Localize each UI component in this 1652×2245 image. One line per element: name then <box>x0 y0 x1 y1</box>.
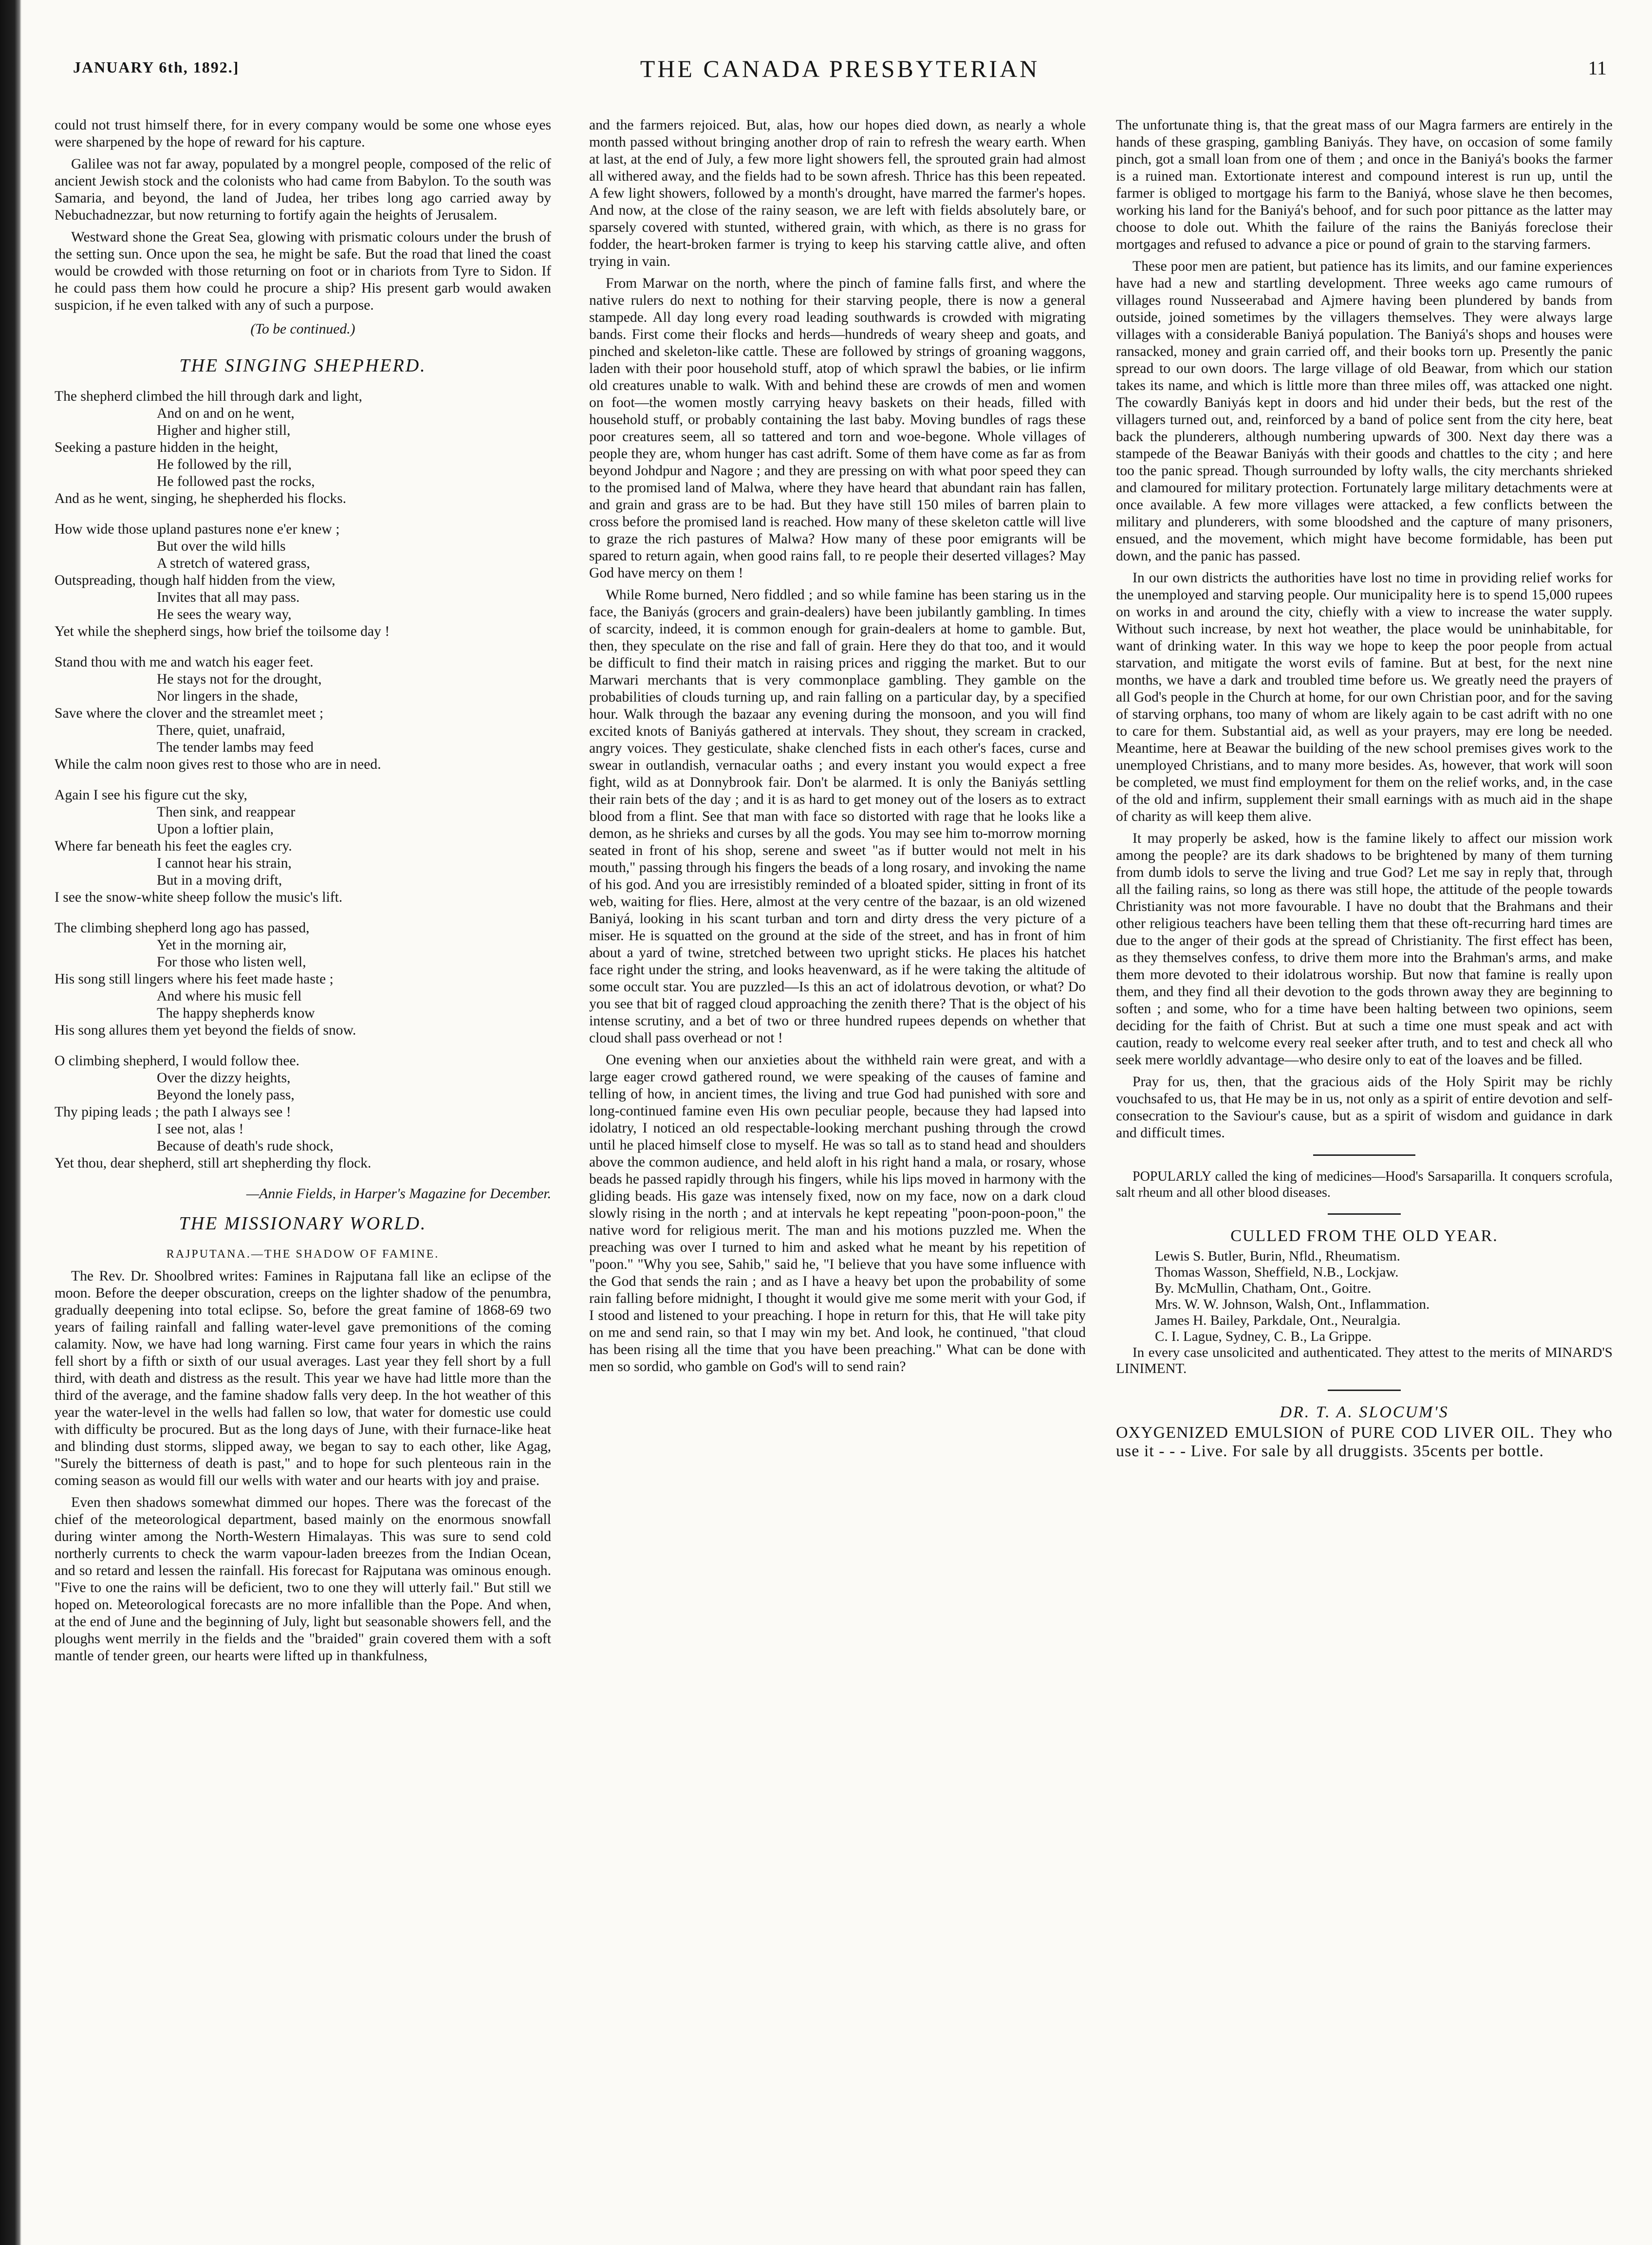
poem-line: There, quiet, unafraid, <box>157 723 285 738</box>
poem-line: His song allures them yet beyond the fields of snow. <box>55 1022 356 1038</box>
column-3 <box>1116 117 1613 1461</box>
poem-stanza <box>55 1053 551 1172</box>
poem-stanza <box>55 654 551 773</box>
story-paragraph: Galilee was not far away, populated by a mongrel people, composed of the relic of ancient Jewish stock and the colonists who had came from Babylon. To the south was Samaria, and beyond, the land of Judea, her tribes long ago carried away by Nebuchadnezzar, but now returning to fortify again the heights of Jerusalem. <box>55 156 551 223</box>
issue-date: JANUARY 6th, 1892.] <box>73 58 240 76</box>
story-paragraph: Westward shone the Great Sea, glowing with prismatic colours under the brush of the setting sun. Once upon the sea, he might be safe. But the road that lined the coast would be crowded with those returning on foot or in chariots from Tyre to Sidon. If he could pass them how could he procure a ship? His present garb would awaken suspicion, if he even talked with any of such a purpose. <box>55 229 551 313</box>
poem-line: Invites that all may pass. <box>157 590 300 605</box>
culled-ad-title: CULLED FROM THE OLD YEAR. <box>1230 1227 1498 1245</box>
poem-stanza <box>55 521 551 640</box>
page-number: 11 <box>1588 57 1607 79</box>
divider <box>1328 1390 1401 1391</box>
story-paragraph: could not trust himself there, for in every company would be some one whose eyes were sharpened by the hope of reward for his capture. <box>55 117 551 150</box>
poem-line: And as he went, singing, he shepherded his flocks. <box>55 491 347 506</box>
poem-line: Save where the clover and the streamlet meet ; <box>55 705 324 721</box>
poem-line: Over the dizzy heights, <box>157 1070 291 1086</box>
article-paragraph: In our own districts the authorities have lost no time in providing relief works for the unemployed and starving people. Our municipality here is to spend 15,000 rupees on works in and around the city, chiefly with a view to increase the water supply. Without such increase, by next hot weather, the place would be uninhabitable, for want of drinking water. In this way we hope to keep the poor people from actual starvation, and mitigate the worst evils of famine. But at best, for the next nine months, we have a dark and troubled time before us. We greatly need the prayers of all God's people in the Church at home, for our own Christian poor, and for the saving of starving orphans, too many of whom are likely again to be cast adrift with no one to care for them. Substantial aid, as well as your prayers, may ere long be needed. Meantime, here at Beawar the building of the new school premises gives work to the unemployed Christians, and to many more besides. As, however, that work will soon be completed, we must find employment for them on the relief works, and, in the case of the old and infirm, supplement their small earnings with as much aid in the shape of charity as will keep them alive. <box>1116 570 1613 824</box>
poem-line: Nor lingers in the shade, <box>157 688 298 704</box>
poem-line: Then sink, and reappear <box>157 804 296 820</box>
poem-line: Where far beneath his feet the eagles cry. <box>55 838 292 854</box>
poem-stanza <box>55 388 551 507</box>
testimonial-line: Thomas Wasson, Sheffield, N.B., Lockjaw. <box>1155 1264 1399 1280</box>
poem-line: He followed past the rocks, <box>157 474 315 489</box>
poem-line: But over the wild hills <box>157 538 286 554</box>
poem-line: O climbing shepherd, I would follow thee. <box>55 1053 299 1069</box>
poem-attribution: —Annie Fields, in Harper's Magazine for December. <box>246 1186 551 1202</box>
poem-line: The happy shepherds know <box>157 1005 315 1021</box>
article-paragraph: While Rome burned, Nero fiddled ; and so while famine has been staring us in the face, the Baniyás (grocers and grain-dealers) have been jubilantly gambling. In times of scarcity, indeed, it is common enough for grain-dealers at home to gamble. But, then, they speculate on the rise and fall of grain. Here they do that too, and it would be difficult to find their match in raising prices and rigging the market. But to our Marwari merchants that is very commonplace gambling. They gamble on the probabilities of clouds turning up, and rain falling on a particular day, by a specified hour. Walk through the bazaar any evening during the monsoon, and you will find excited knots of Baniyás gathered at intervals. They shout, they scream in cracked, angry voices. They gesticulate, shake clenched fists in each other's faces, curse and swear in outlandish, vernacular oaths ; and every instant you would expect a free fight, wild as at Donnybrook fair. Don't be alarmed. It is only the Baniyás settling their rain bets of the day ; and it is as hard to get money out of the losers as to extract blood from a flint. See that man with face so distorted with rage that he looks like a demon, as he shrieks and curses by all the gods. You may see him to-morrow morning seated in front of his shop, serene and sweet "as if butter would not melt in his mouth," passing through his fingers the beads of a long rosary, and invoking the name of his god. And you are irresistibly reminded of a bloated spider, sitting in front of its web, waiting for flies. Here, almost at the very centre of the bazaar, is an old wizened Baniyá, looking in his scant turban and torn and dirty dress the very picture of a miser. He is squatted on the ground at the side of the street, and has in front of him about a yard of twine, stretched between two upright sticks. He places his hatchet face right under the string, and looks heavenward, as if he were taking the altitude of some occult star. You are puzzled—Is this an act of idolatrous devotion, or what? Do you see that bit of ragged cloud approaching the zenith there? That is the object of his intense scrutiny, and a bet of two or three hundred rupees depends on whether that cloud shall pass overhead or not ! <box>589 587 1086 1046</box>
page-header <box>73 55 1607 89</box>
culled-ad-footer: In every case unsolicited and authenticated. They attest to the merits of MINARD'S LINIMENT. <box>1116 1345 1613 1376</box>
slocum-ad-title: DR. T. A. SLOCUM'S <box>1280 1403 1449 1421</box>
poem-line: For those who listen well, <box>157 954 306 970</box>
article-paragraph: Pray for us, then, that the gracious aids of the Holy Spirit may be richly vouchsafed to us, that He may be in us, not only as a spirit of entire devotion and self-consecration to the Saviour's cause, but as a spirit of wisdom and guidance in dark and difficult times. <box>1116 1074 1613 1141</box>
testimonial-line: By. McMullin, Chatham, Ont., Goitre. <box>1155 1280 1372 1296</box>
article-paragraph: Even then shadows somewhat dimmed our hopes. There was the forecast of the chief of the meteorological department, based mainly on the enormous snowfall during winter among the North-Western Himalayas. This was sure to send cold northerly currents to check the warm vapour-laden breezes from the Indian Ocean, and so retard and lessen the rainfall. His forecast for Rajputana was ominous enough. "Five to one the rains will be deficient, two to one they will utterly fail." But still we hoped on. Meteorological forecasts are no more infallible than the Pope. And when, at the end of June and the beginning of July, light but seasonable showers fell, and the ploughs went merrily in the fields and the "braided" grain covered them with a soft mantle of tender green, our hearts were lifted up in thankfulness, <box>55 1495 551 1664</box>
section-title: THE MISSIONARY WORLD. <box>179 1213 427 1234</box>
article-title: RAJPUTANA.—THE SHADOW OF FAMINE. <box>166 1248 440 1261</box>
serial-story <box>55 117 551 314</box>
divider <box>1328 1213 1401 1215</box>
poem-line: Outspreading, though half hidden from the view, <box>55 573 335 588</box>
poem-line: A stretch of watered grass, <box>157 556 310 571</box>
poem-stanza <box>55 920 551 1039</box>
poem-line: He sees the weary way, <box>157 607 292 622</box>
culled-testimonials <box>1116 1248 1613 1345</box>
poem-line: Upon a loftier plain, <box>157 821 274 837</box>
poem-line: Yet while the shepherd sings, how brief the toilsome day ! <box>55 624 390 639</box>
poem-line: He followed by the rill, <box>157 457 292 472</box>
poem-line: Beyond the lonely pass, <box>157 1087 295 1103</box>
poem-line: Higher and higher still, <box>157 423 291 438</box>
testimonial-line: Mrs. W. W. Johnson, Walsh, Ont., Inflammation. <box>1155 1297 1430 1312</box>
article-paragraph: and the farmers rejoiced. But, alas, how our hopes died down, as nearly a whole month passed without bringing another drop of rain to refresh the weary earth. When at last, at the end of July, a few more light showers fell, the sprouted grain had almost all withered away, and the fields had to be sown afresh. Thrice has this been repeated. A few light showers, followed by a month's drought, have marred the farmer's hopes. And now, at the close of the rainy season, we are left with fields absolutely bare, or sparsely covered with stunted, withered grain, with which, as there is no grass for fodder, the heart-broken farmer is trying to keep his starving cattle alive, and often trying in vain. <box>589 117 1086 269</box>
testimonial-line: C. I. Lague, Sydney, C. B., La Grippe. <box>1155 1329 1372 1344</box>
poem-line: Because of death's rude shock, <box>157 1138 334 1154</box>
article-paragraph: The Rev. Dr. Shoolbred writes: Famines in Rajputana fall like an eclipse of the moon. Before the deeper obscuration, creeps on the lighter shadow of the penumbra, gradually deepening into total eclipse. So, before the great famine of 1868-69 two years of failing rainfall and falling water-level gave premonitions of the coming calamity. Now, we have had long warning. First came four years in which the rains fell short by a fifth or sixth of our usual averages. Last year they fell short by a full third, with death and distress as the result. This year we have had little more than the third of the average, and the famine shadow falls very deep. In the hot weather of this year the water-level in the wells had fallen so low, that water for domestic use could with difficulty be procured. But as the long days of June, with their furnace-like heat and blinding dust storms, slipped away, we began to say to each other, like Agag, "Surely the bitterness of death is past," and to hope for such plenteous rain in the coming season as would fill our wells with water and our hearts with joy and praise. <box>55 1268 551 1488</box>
hoods-sarsaparilla-ad: POPULARLY called the king of medicines—Hood's Sarsaparilla. It conquers scrofula, salt rheum and all other blood diseases. <box>1116 1169 1613 1200</box>
poem-line: How wide those upland pastures none e'er knew ; <box>55 521 340 537</box>
article-paragraph: From Marwar on the north, where the pinch of famine falls first, and where the native rulers do next to nothing for their starving people, there is now a general stampede. All day long every road leading southwards is crowded with migrating bands. First come their flocks and herds—hundreds of weary sheep and goats, and pinched and skeleton-like cattle. These are followed by strings of groaning waggons, laden with their poor household stuff, atop of which sprawl the babies, or lie infirm old creatures unable to walk. With and behind these are crowds of men and women on foot—the women mostly carrying heavy baskets on their heads, filled with household stuff, or probably containing the last baby. Moving bundles of rags these poor creatures seem, all so tattered and torn and woe-begone. Whole villages of people they are, whom hunger has cast adrift. Some of them have come as far as from beyond Johdpur and Nagore ; and they are pressing on with what poor speed they can to the promised land of Malwa, where they have heard that abundant rain has fallen, and grain and grass are to be had. But they have still 150 miles of barren plain to cross before the promised land is reached. How many of these skeleton cattle will live to graze the rich pastures of Malwa? How many of these poor emigrants will be spared to return again, when good rains fall, to re people their deserted villages? May God have mercy on them ! <box>589 276 1086 581</box>
poem-line: Yet in the morning air, <box>157 937 287 953</box>
poem-stanza <box>55 787 551 906</box>
poem-line: Stand thou with me and watch his eager feet. <box>55 654 314 670</box>
poem-line: I cannot hear his strain, <box>157 855 292 871</box>
poem-line: Thy piping leads ; the path I always see ! <box>55 1104 291 1120</box>
article-body <box>55 1268 551 1665</box>
poem-line: Yet thou, dear shepherd, still art shepherding thy flock. <box>55 1155 371 1171</box>
poem-line: The climbing shepherd long ago has passed, <box>55 920 310 936</box>
testimonial-line: Lewis S. Butler, Burin, Nfld., Rheumatism. <box>1155 1248 1400 1264</box>
poem-line: Seeking a pasture hidden in the height, <box>55 440 278 455</box>
poem-title: THE SINGING SHEPHERD. <box>179 355 427 376</box>
poem-line: And where his music fell <box>157 988 302 1004</box>
divider <box>1313 1154 1415 1156</box>
article-paragraph: One evening when our anxieties about the withheld rain were great, and with a large eager crowd gathered round, we were speaking of the causes of famine and telling of how, in ancient times, the living and true God had punished with sore and long-continued famine even His own peculiar people, because they had lapsed into idolatry, I noticed an old respectable-looking merchant pushing through the crowd until he placed himself close to myself. He was so tall as to stand head and shoulders above the common audience, and held aloft in his right hand a mala, or rosary, whose beads he passed rapidly through his fingers, while his lips moved in harmony with the gliding beads. His gaze was intensely fixed, now on my face, now on a dark cloud slowly rising in the north ; and at intervals he kept repeating "poon-poon-poon," the native word for religious merit. The man and his motions puzzled me. When the preaching was over I turned to him and asked what he meant by his repetition of "poon." "Why you see, Sahib," said he, "I believe that you have some influence with the God that sends the rain ; and as I have a heavy bet upon the probability of some rain falling before midnight, I thought it would give me some merit with your God, if I stood and listened to your preaching. I hope in return for this, that He will take pity on me and send rain, so that I may win my bet. And look, he continued, "that cloud has been rising all the time that you have been preaching." What can be done with men so sordid, who gamble on God's will to send rain? <box>589 1052 1086 1374</box>
poem-line: His song still lingers where his feet made haste ; <box>55 971 334 987</box>
page-binding-edge <box>0 0 21 2245</box>
slocum-ad-body: OXYGENIZED EMULSION of PURE COD LIVER OIL. They who use it - - - Live. For sale by all druggists. 35cents per bottle. <box>1116 1424 1613 1460</box>
article-paragraph: These poor men are patient, but patience has its limits, and our famine experiences have had a new and startling development. Three weeks ago came rumours of villages round Nusseerabad and Ajmere having been plundered by bands from outside, joined sometimes by the villagers themselves. They were always large villages with a considerable Baniyá population. The Baniyá's shops and houses were ransacked, money and grain carried off, and their books torn up. Presently the panic spread to our own doors. The large village of old Beawar, from which our station takes its name, and which is little more than three miles off, was attacked one night. The cowardly Baniyás kept in doors and hid under their beds, but the rest of the villagers turned out, and, reinforced by a band of police sent from the city here, beat back the plunderers, although numbering upwards of 300. Next day there was a stampede of the Beawar Baniyás with their goods and chattles to the city ; and here too the panic spread. Though surrounded by lofty walls, the city merchants shrieked and clamoured for military protection. Fortunately large military detachments were at once available. A few more villages were attacked, a few conflicts between the military and plunderers, with some bloodshed and the capture of many prisoners, ensued, and the movement, which might have become formidable, has been put down, and the panic has passed. <box>1116 259 1613 564</box>
poem-body <box>55 388 551 1172</box>
to-be-continued: (To be continued.) <box>250 321 355 337</box>
article-paragraph: The unfortunate thing is, that the great mass of our Magra farmers are entirely in the hands of these grasping, gambling Baniyás. They have, on occasion of some family pinch, got a small loan from one of them ; and once in the Baniyá's books the farmer is a ruined man. Extortionate interest and compound interest is run up, until the farmer is obliged to mortgage his farm to the Baniyá, whose slave he then becomes, working his land for the Baniyá's behoof, and for such poor pittance as the latter may choose to dole out. Whith the failure of the rains the Baniyás foreclose their mortgages and refused to advance a pice or pound of grain to the starving farmers. <box>1116 117 1613 252</box>
poem-line: But in a moving drift, <box>157 872 282 888</box>
poem-line: The shepherd climbed the hill through dark and light, <box>55 389 363 404</box>
poem-line: And on and on he went, <box>157 406 295 421</box>
article-paragraph: It may properly be asked, how is the famine likely to affect our mission work among the people? are its dark shadows to be brightened by many of them turning from dumb idols to serve the living and true God? Let me say in reply that, through all the failing rains, so long as there was still hope, the attitude of the people towards Christianity was not more favourable. I have no doubt that the Brahmans and their other religious teachers have been telling them that these oft-recurring hard times are due to the anger of their gods at the spread of Christianity. The first effect has been, as they themselves confess, to drive them more into the Brahman's arms, and make them more devoted to their idolatrous worship. But now that famine is really upon them, and they find all their devotion to the gods thrown away they are beginning to soften ; and some, who for a time have been halting between two opinions, seem deciding for the faith of Christ. But at such a time one must speak and act with caution, ready to welcome every real seeker after truth, and to test and check all who seek mere worldly advantage—who desire only to eat of the loaves and be filled. <box>1116 831 1613 1068</box>
article-conclusion <box>1116 117 1613 1142</box>
article-continued <box>589 117 1086 1375</box>
testimonial-line: James H. Bailey, Parkdale, Ont., Neuralgia. <box>1155 1313 1401 1328</box>
poem-line: Again I see his figure cut the sky, <box>55 787 247 803</box>
column-2 <box>589 117 1086 1380</box>
poem-line: I see the snow-white sheep follow the music's lift. <box>55 890 343 905</box>
poem-line: The tender lambs may feed <box>157 740 314 755</box>
newspaper-title: THE CANADA PRESBYTERIAN <box>640 55 1040 82</box>
poem-line: I see not, alas ! <box>157 1121 244 1137</box>
poem-line: He stays not for the drought, <box>157 671 322 687</box>
poem-line: While the calm noon gives rest to those who are in need. <box>55 757 381 772</box>
column-1 <box>55 117 551 1670</box>
